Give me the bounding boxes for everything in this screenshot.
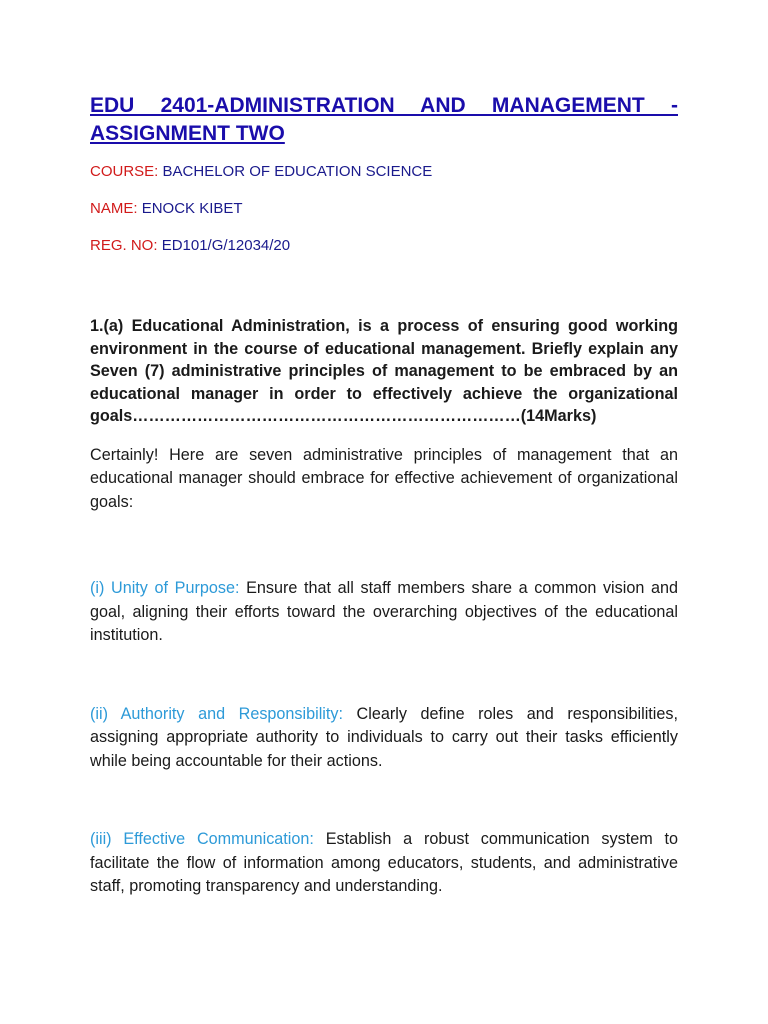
intro-paragraph: Certainly! Here are seven administrative principles of management that an educational manager should embrace for effective achievement of organizational goals: (90, 445, 678, 511)
principle-heading: (ii) Authority and Responsibility: (90, 704, 343, 723)
principle-text: Ensure that all staff members share a common vision and goal, aligning their efforts toward the overarching objectives of the educational institution. (90, 579, 678, 644)
principle-text: Establish a robust communication system to facilitate the flow of information among educators, students, and administrative staff, promoting transparency and understanding. (90, 830, 678, 895)
question-text: 1.(a) Educational Administration, is a process of ensuring good working environment in the course of educational management. Briefly explain any Seven (7) administrative principles of management to be embraced by an educational manager in order to effectively achieve the organizational goals………………………………………………………………(14Marks) (90, 317, 678, 425)
principle-paragraph (90, 703, 678, 774)
name-value: ENOCK KIBET (141, 200, 243, 217)
principle-text: Clearly define roles and responsibilities, assigning appropriate authority to individuals to carry out their tasks efficiently while being accountable for their actions. (90, 704, 678, 770)
principle-paragraph (90, 828, 678, 899)
name-line (90, 200, 678, 218)
document-title: EDU 2401-ADMINISTRATION AND MANAGEMENT - ASSIGNMENT TWO (90, 94, 678, 145)
reg-label: REG. NO: (90, 237, 158, 254)
principle-paragraph (90, 577, 678, 648)
course-value: BACHELOR OF EDUCATION SCIENCE (162, 163, 433, 180)
reg-line (90, 237, 678, 255)
principle-heading: (iii) Effective Communication: (90, 830, 314, 848)
course-line (90, 163, 678, 181)
principle-heading: (i) Unity of Purpose: (90, 579, 240, 597)
course-label: COURSE: (90, 163, 159, 180)
name-label: NAME: (90, 200, 138, 217)
reg-value: ED101/G/12034/20 (161, 237, 291, 254)
